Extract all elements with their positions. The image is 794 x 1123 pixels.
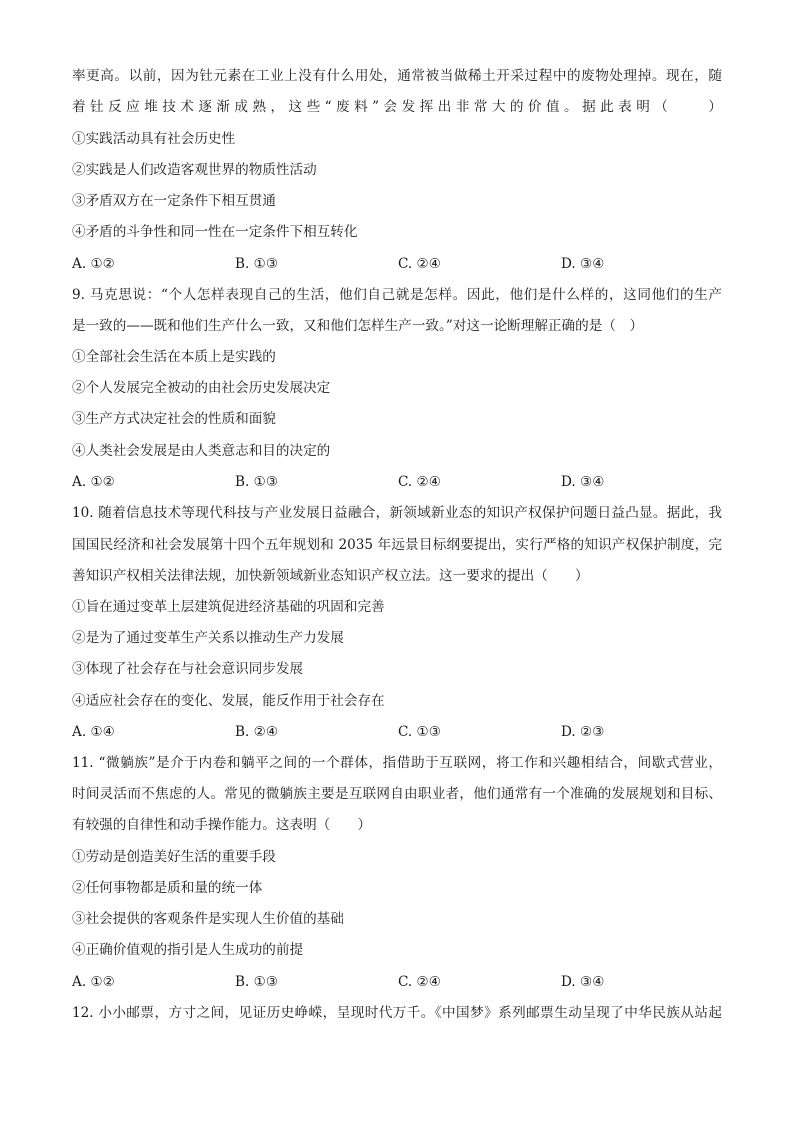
q10-stem-line-1: 10. 随着信息技术等现代科技与产业发展日益融合，新领域新业态的知识产权保护问题日益凸显。据此，我 xyxy=(72,505,722,521)
q10-statement-4: ④适应社会存在的变化、发展，能反作用于社会存在 xyxy=(72,693,385,709)
q10-statement-1: ①旨在通过变革上层建筑促进经济基础的巩固和完善 xyxy=(72,599,385,615)
q8-statement-4: ④矛盾的斗争性和同一性在一定条件下相互转化 xyxy=(72,224,358,240)
q11-option-b[interactable]: B. ①③ xyxy=(235,974,279,990)
q9-option-d[interactable]: D. ③④ xyxy=(561,474,605,490)
q10-statement-3: ③体现了社会存在与社会意识同步发展 xyxy=(72,661,304,677)
q8-stem-line-1: 率更高。以前，因为钍元素在工业上没有什么用处，通常被当做稀土开采过程中的废物处理掉。现在，随 xyxy=(72,68,722,84)
q11-option-c[interactable]: C. ②④ xyxy=(398,974,441,990)
q11-stem-line-3: 有较强的自律性和动手操作能力。这表明（ ） xyxy=(72,817,372,833)
q8-option-b[interactable]: B. ①③ xyxy=(235,256,279,272)
q10-option-d[interactable]: D. ②③ xyxy=(561,724,605,740)
q9-option-a[interactable]: A. ①② xyxy=(72,474,115,490)
q9-stem-line-2: 是一致的——既和他们生产什么一致，又和他们怎样生产一致。”对这一论断理解正确的是（ ） xyxy=(72,318,644,334)
q10-stem-line-2: 国国民经济和社会发展第十四个五年规划和 2035 年远景目标纲要提出，实行严格的知识产权保护制度，完 xyxy=(72,537,722,553)
q10-option-a[interactable]: A. ①④ xyxy=(72,724,115,740)
q8-stem-line-2: 着钍反应堆技术逐渐成熟，这些“废料”会发挥出非常大的价值。据此表明（ ） xyxy=(72,99,722,115)
q11-statement-4: ④正确价值观的指引是人生成功的前提 xyxy=(72,942,304,958)
q11-statement-3: ③社会提供的客观条件是实现人生价值的基础 xyxy=(72,911,344,927)
q8-option-c[interactable]: C. ②④ xyxy=(398,256,441,272)
q9-statement-2: ②个人发展完全被动的由社会历史发展决定 xyxy=(72,380,331,396)
q9-statement-4: ④人类社会发展是由人类意志和目的决定的 xyxy=(72,443,331,459)
q8-options xyxy=(72,254,722,274)
q9-stem-line-1: 9. 马克思说：“个人怎样表现自己的生活，他们自己就是怎样。因此，他们是什么样的，这同他们的生产 xyxy=(72,287,722,303)
q8-option-a[interactable]: A. ①② xyxy=(72,256,115,272)
q8-statement-3: ③矛盾双方在一定条件下相互贯通 xyxy=(72,193,276,209)
q10-stem-line-3: 善知识产权相关法律法规，加快新领域新业态知识产权立法。这一要求的提出（ ） xyxy=(72,568,589,584)
q11-stem-line-1: 11. “微躺族”是介于内卷和躺平之间的一个群体，指借助于互联网，将工作和兴趣相结合，间歇式营业， xyxy=(72,755,722,771)
q10-option-b[interactable]: B. ②④ xyxy=(235,724,279,740)
q8-option-d[interactable]: D. ③④ xyxy=(561,256,605,272)
q11-option-a[interactable]: A. ①② xyxy=(72,974,115,990)
q9-options xyxy=(72,472,722,492)
q10-statement-2: ②是为了通过变革生产关系以推动生产力发展 xyxy=(72,630,344,646)
q9-statement-1: ①全部社会生活在本质上是实践的 xyxy=(72,349,276,365)
q9-statement-3: ③生产方式决定社会的性质和面貌 xyxy=(72,411,276,427)
q10-options xyxy=(72,722,722,742)
q11-statement-1: ①劳动是创造美好生活的重要手段 xyxy=(72,849,276,865)
q11-stem-line-2: 时间灵活而不焦虑的人。常见的微躺族主要是互联网自由职业者，他们通常有一个准确的发展规划和目标、 xyxy=(72,786,722,802)
q11-options xyxy=(72,972,722,992)
q9-option-c[interactable]: C. ②④ xyxy=(398,474,441,490)
q12-stem-line-1: 12. 小小邮票，方寸之间，见证历史峥嵘，呈现时代万千。《中国梦》系列邮票生动呈现了中华民族从站起 xyxy=(72,1005,722,1021)
q8-statement-1: ①实践活动具有社会历史性 xyxy=(72,131,236,147)
q11-statement-2: ②任何事物都是质和量的统一体 xyxy=(72,880,263,896)
q10-option-c[interactable]: C. ①③ xyxy=(398,724,441,740)
q9-option-b[interactable]: B. ①③ xyxy=(235,474,279,490)
q8-statement-2: ②实践是人们改造客观世界的物质性活动 xyxy=(72,162,317,178)
q11-option-d[interactable]: D. ③④ xyxy=(561,974,605,990)
